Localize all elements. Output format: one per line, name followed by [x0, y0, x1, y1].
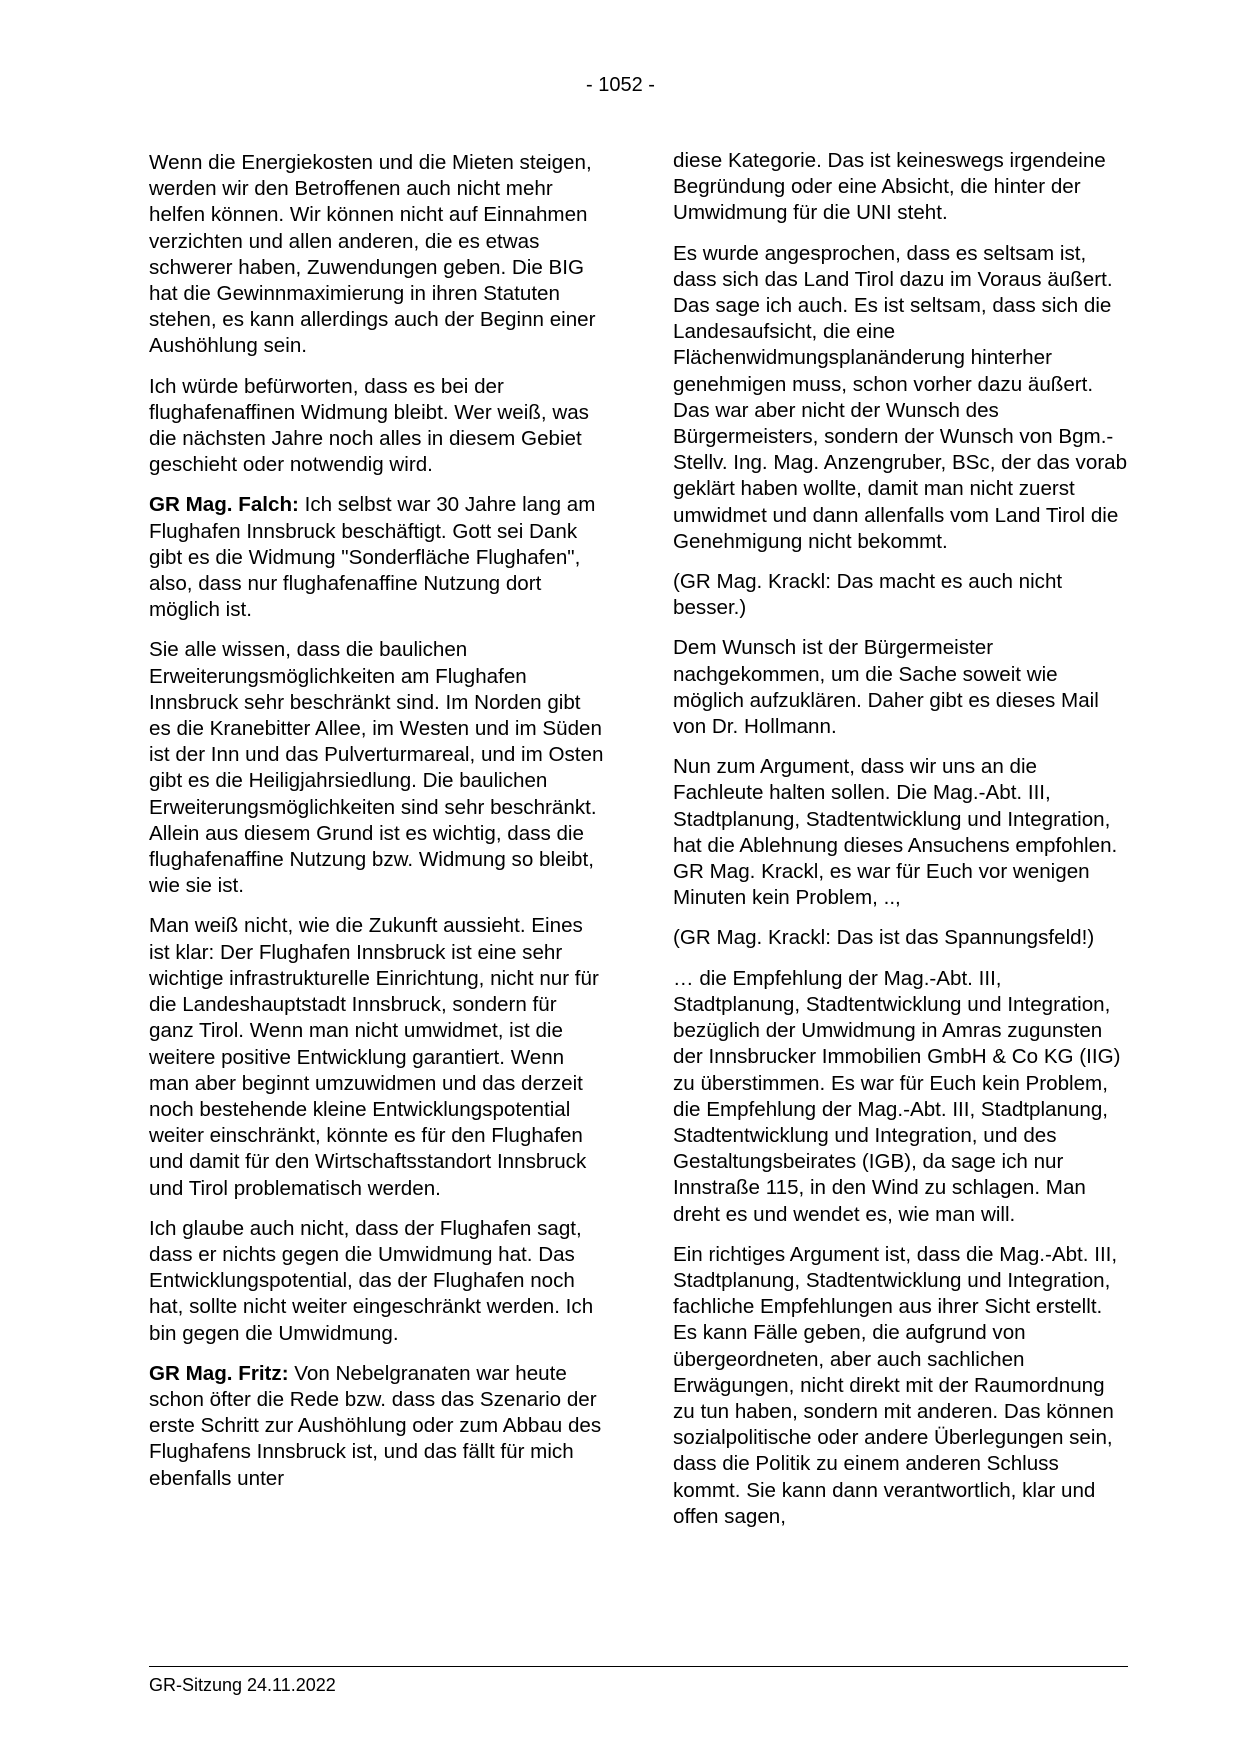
interjection: (GR Mag. Krackl: Das ist das Spannungsfeld!) — [673, 926, 1095, 950]
speaker-name: GR Mag. Falch: — [149, 493, 299, 517]
footer-divider — [149, 1666, 1128, 1667]
page-number: - 1052 - — [586, 74, 655, 96]
paragraph: diese Kategorie. Das ist keineswegs irgendeine Begründung oder eine Absicht, die hinter der Umwidmung für die UNI steht. — [673, 149, 1106, 225]
paragraph: Ein richtiges Argument ist, dass die Mag.-Abt. III, Stadtplanung, Stadtentwicklung und Integration, fachliche Empfehlungen aus ihrer Sicht erstellt. Es kann Fälle geben, die aufgrund von übergeordneten, aber auch sachlichen Erwägungen, nicht direkt mit der Raumordnung zu tun haben, sondern mit anderen. Das können sozialpolitische oder andere Überlegungen sein, dass die Politik zu einem anderen Schluss kommt. Sie kann dann verantwortlich, klar und offen sagen, — [673, 1242, 1118, 1528]
paragraph: Man weiß nicht, wie die Zukunft aussieht. Eines ist klar: Der Flughafen Innsbruck ist eine sehr wichtige infrastrukturelle Einrichtung, nicht nur für die Landeshauptstadt Innsbruck, sondern für ganz Tirol. Wenn man nicht umwidmet, ist die weitere positive Entwicklung garantiert. Wenn man aber beginnt umzuwidmen und das derzeit noch bestehende kleine Entwicklungspotential weiter einschränkt, könnte es für den Flughafen und damit für den Wirtschaftsstandort Innsbruck und Tirol problematisch werden. — [149, 914, 599, 1200]
paragraph: … die Empfehlung der Mag.-Abt. III, Stadtplanung, Stadtentwicklung und Integration, bezüglich der Umwidmung in Amras zugunsten der Innsbrucker Immobilien GmbH & Co KG (IIG) zu überstimmen. Es war für Euch kein Problem, die Empfehlung der Mag.-Abt. III, Stadtplanung, Stadtentwicklung und Integration, und des Gestaltungsbeirates (IGB), da sage ich nur Innstraße 115, in den Wind zu schlagen. Man dreht es und wendet es, wie man will. — [673, 966, 1121, 1226]
speaker-paragraph — [149, 1361, 604, 1492]
interjection: (GR Mag. Krackl: Das macht es auch nicht besser.) — [673, 570, 1063, 620]
speaker-paragraph — [149, 492, 604, 623]
paragraph: Dem Wunsch ist der Bürgermeister nachgekommen, um die Sache soweit wie möglich aufzuklären. Daher gibt es dieses Mail von Dr. Hollmann. — [673, 636, 1099, 739]
paragraph: Nun zum Argument, dass wir uns an die Fachleute halten sollen. Die Mag.-Abt. III, Stadtplanung, Stadtentwicklung und Integration, hat die Ablehnung dieses Ansuchens empfohlen. GR Mag. Krackl, es war für Euch vor wenigen Minuten kein Problem, .., — [673, 755, 1118, 910]
paragraph: Ich glaube auch nicht, dass der Flughafen sagt, dass er nichts gegen die Umwidmung hat. Das Entwicklungspotential, das der Flughafen noch hat, sollte nicht weiter eingeschränkt werden. Ich bin gegen die Umwidmung. — [149, 1216, 594, 1345]
speaker-text: Von Nebelgranaten war heute schon öfter die Rede bzw. dass das Szenario der erste Schritt zur Aushöhlung oder zum Abbau des Flughafens Innsbruck ist, und das fällt für mich ebenfalls unter — [149, 1361, 602, 1490]
paragraph: Ich würde befürworten, dass es bei der flughafenaffinen Widmung bleibt. Wer weiß, was die nächsten Jahre noch alles in diesem Gebiet geschieht oder notwendig wird. — [149, 374, 589, 477]
paragraph: Sie alle wissen, dass die baulichen Erweiterungsmöglichkeiten am Flughafen Innsbruck sehr beschränkt sind. Im Norden gibt es die Kranebitter Allee, im Westen und im Süden ist der Inn und das Pulverturmareal, und im Osten gibt es die Heiligjahrsiedlung. Die baulichen Erweiterungsmöglichkeiten sind sehr beschränkt. Allein aus diesem Grund ist es wichtig, dass die flughafenaffine Nutzung bzw. Widmung so bleibt, wie sie ist. — [149, 638, 604, 898]
speaker-name: GR Mag. Fritz: — [149, 1361, 289, 1385]
paragraph: Wenn die Energiekosten und die Mieten steigen, werden wir den Betroffenen auch nicht mehr helfen können. Wir können nicht auf Einnahmen verzichten und allen anderen, die es etwas schwerer haben, Zuwendungen geben. Die BIG hat die Gewinnmaximierung in ihren Statuten stehen, es kann allerdings auch der Beginn einer Aushöhlung sein. — [149, 151, 596, 358]
right-column — [673, 148, 1128, 1544]
speaker-text: Ich selbst war 30 Jahre lang am Flughafen Innsbruck beschäftigt. Gott sei Dank gibt es die Widmung "Sonderfläche Flughafen", also, dass nur flughafenaffine Nutzung dort möglich ist. — [149, 493, 596, 622]
paragraph: Es wurde angesprochen, dass es seltsam ist, dass sich das Land Tirol dazu im Voraus äußert. Das sage ich auch. Es ist seltsam, dass sich die Landesaufsicht, die eine Flächenwidmungsplanänderung hinterher genehmigen muss, schon vorher dazu äußert. Das war aber nicht der Wunsch des Bürgermeisters, sondern der Wunsch von Bgm.-Stellv. Ing. Mag. Anzengruber, BSc, der das vorab geklärt haben wollte, damit man nicht zuerst umwidmet und dann allenfalls vom Land Tirol die Genehmigung nicht bekommt. — [673, 241, 1128, 553]
left-column — [149, 150, 604, 1506]
footer-session-date: GR-Sitzung 24.11.2022 — [149, 1675, 336, 1695]
